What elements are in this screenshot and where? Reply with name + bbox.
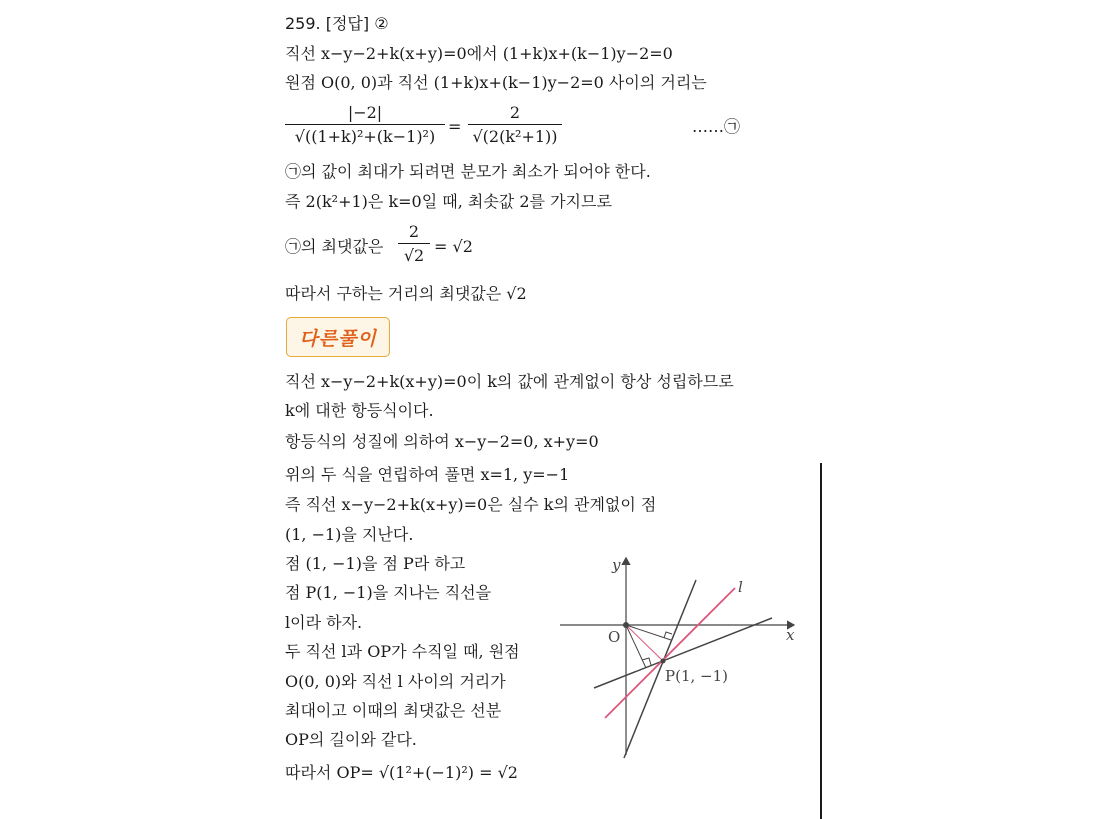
solution-line-4: 즉 2(k²+1)은 k=0일 때, 최솟값 2를 가지므로 [285, 192, 612, 211]
alt-line-4: 위의 두 식을 연립하여 풀면 x=1, y=−1 [285, 465, 570, 484]
alt-line-3: 항등식의 성질에 의하여 x−y−2=0, x+y=0 [285, 432, 599, 451]
right-angle-mark-1 [664, 632, 672, 638]
solution-line-6: 따라서 구하는 거리의 최댓값은 √2 [285, 284, 527, 303]
alt-line-9: l이라 하자. [285, 613, 363, 632]
point-p-label: P(1, −1) [665, 667, 728, 685]
coordinate-figure [550, 550, 810, 770]
alt-line-12: 최대이고 이때의 최댓값은 선분 [285, 701, 502, 720]
alt-line-1: 직선 x−y−2+k(x+y)=0이 k의 값에 관계없이 항상 성립하므로 [285, 372, 734, 391]
point-p-dot [661, 659, 666, 664]
origin-label: O [608, 628, 621, 646]
perp-to-shallow [626, 625, 646, 668]
alt-line-6: (1, −1)을 지난다. [285, 525, 414, 544]
equation-tag: ……㉠ [692, 117, 741, 136]
fraction-2-numerator: 2 [509, 103, 521, 122]
max-fraction [398, 222, 430, 266]
max-fraction-numerator: 2 [408, 222, 420, 241]
alt-line-13: OP의 길이와 같다. [285, 730, 417, 749]
fraction-2-denominator: √(2(k²+1)) [472, 127, 558, 146]
fraction-1-bar [285, 124, 445, 125]
alt-line-2: k에 대한 항등식이다. [285, 401, 434, 420]
fraction-1-denominator: √((1+k)²+(k−1)²) [294, 127, 436, 146]
alt-line-5: 즉 직선 x−y−2+k(x+y)=0은 실수 k의 관계없이 점 [285, 495, 657, 514]
x-axis-label: x [786, 626, 795, 644]
problem-header: 259. [정답] ② [285, 14, 389, 33]
alt-line-10: 두 직선 l과 OP가 수직일 때, 원점 [285, 642, 520, 661]
solution-line-5-prefix: ㉠의 최댓값은 [285, 237, 384, 256]
distance-fraction-2 [468, 103, 562, 147]
alt-line-8: 점 P(1, −1)을 지나는 직선을 [285, 583, 492, 602]
solution-line-1: 직선 x−y−2+k(x+y)=0에서 (1+k)x+(k−1)y−2=0 [285, 44, 673, 63]
max-fraction-denominator: √2 [403, 246, 425, 265]
alt-line-14: 따라서 OP= √(1²+(−1)²) = √2 [285, 763, 518, 782]
column-divider [820, 463, 822, 819]
origin-dot [623, 622, 629, 628]
distance-fraction-1 [285, 103, 445, 147]
segment-op [626, 625, 663, 661]
alt-line-7: 점 (1, −1)을 점 P라 하고 [285, 554, 466, 573]
alt-solution-badge-label: 다른풀이 [299, 327, 377, 350]
alt-solution-badge [286, 317, 390, 357]
y-axis-label: y [612, 556, 621, 574]
alt-line-11: O(0, 0)와 직선 l 사이의 거리가 [285, 672, 506, 691]
solution-line-2: 원점 O(0, 0)과 직선 (1+k)x+(k−1)y−2=0 사이의 거리는 [285, 73, 707, 92]
line-l [605, 588, 735, 718]
equals-sign: = [448, 117, 462, 136]
solution-line-3: ㉠의 값이 최대가 되려면 분모가 최소가 되어야 한다. [285, 162, 651, 181]
solution-line-5-suffix: = √2 [434, 237, 473, 256]
fraction-2-bar [468, 124, 562, 125]
max-fraction-bar [398, 243, 430, 244]
fraction-1-numerator: |−2| [347, 103, 383, 122]
line-l-label: l [738, 578, 743, 596]
